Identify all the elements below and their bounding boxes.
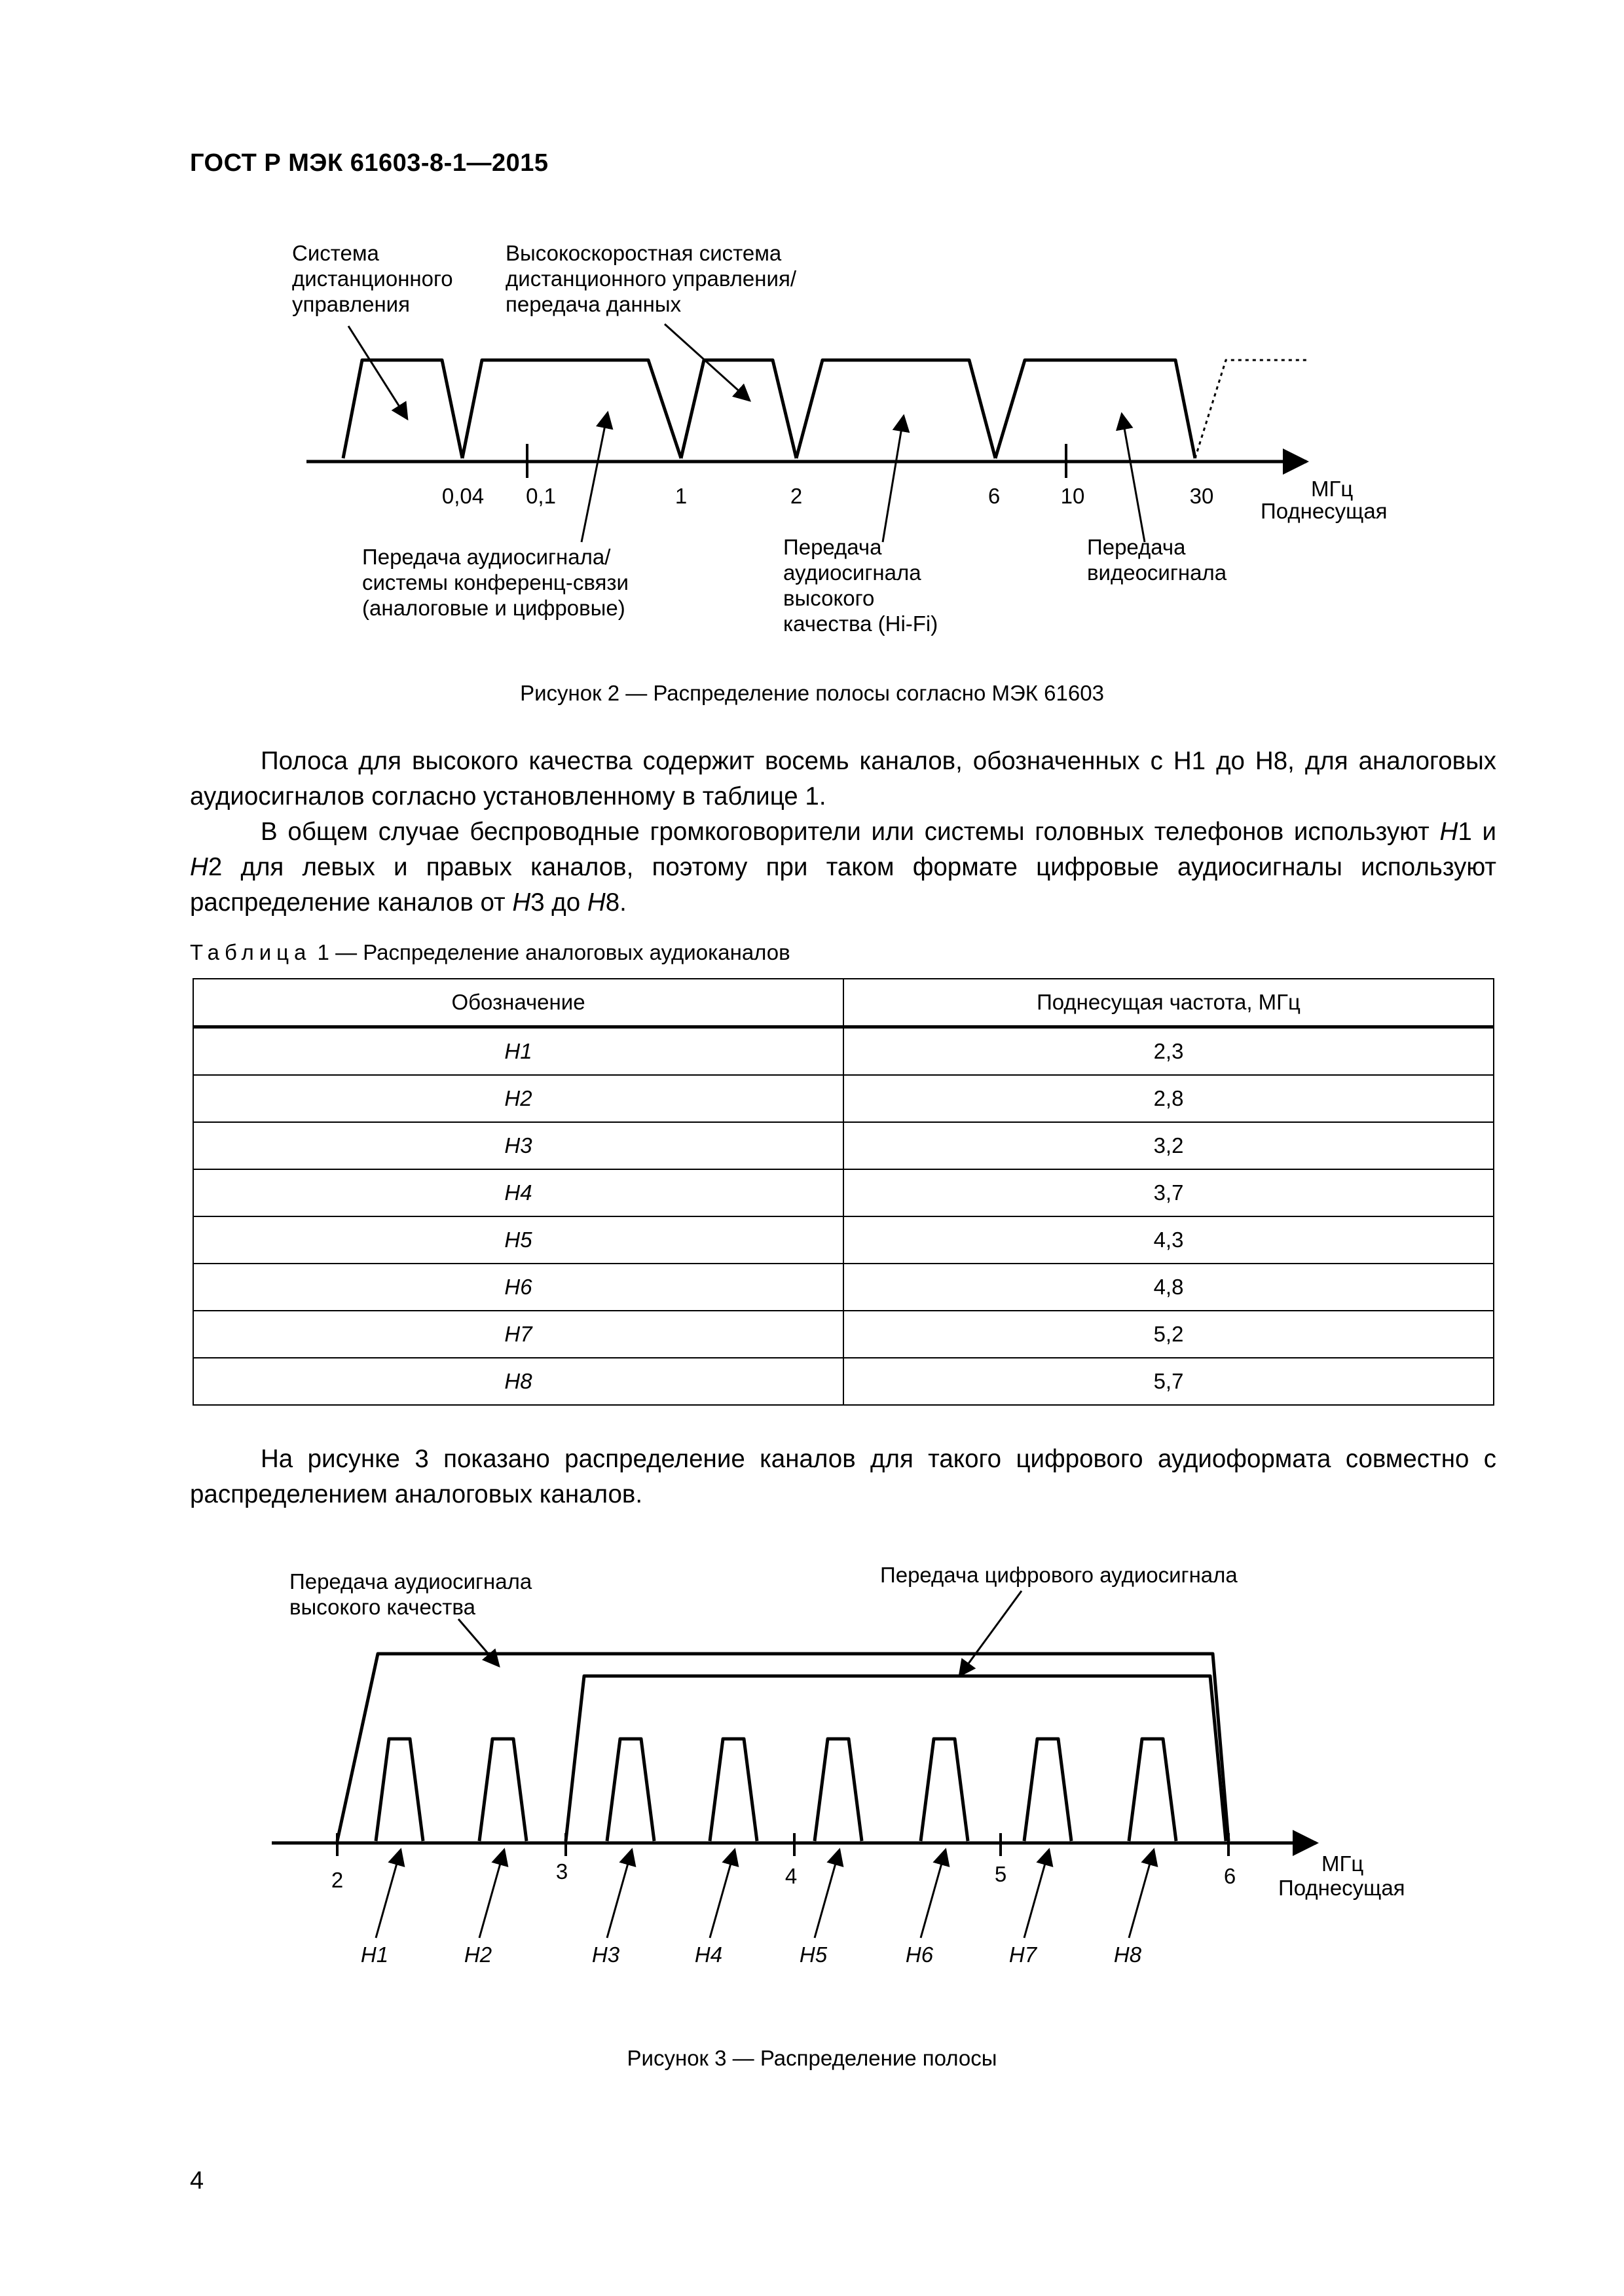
tick-label-0-1: 0,1 <box>526 484 556 508</box>
axis-name-label: Поднесущая <box>1261 499 1388 523</box>
label-highspeed-line-2: дистанционного управления/ <box>506 266 796 291</box>
figure-2-labels-top <box>292 241 797 316</box>
figure-3-channel-bands <box>376 1739 1176 1841</box>
label-remote-control-line-1: Система <box>292 241 379 265</box>
label-hifi-line-1: Передача <box>783 535 882 559</box>
channel-label-h6: H6 <box>905 1942 934 1967</box>
subcarrier-frequency: 5,2 <box>843 1311 1494 1358</box>
table-header-frequency: Поднесущая частота, МГц <box>843 979 1494 1027</box>
channel-arrow-h3 <box>607 1850 632 1938</box>
channel-label-h4: H4 <box>694 1942 723 1967</box>
channel-band-h8 <box>1129 1739 1176 1841</box>
channel-label-h3: H3 <box>591 1942 620 1967</box>
label-audio-conf-line-3: (аналоговые и цифровые) <box>362 596 625 620</box>
channel-designation: H6 <box>193 1264 843 1311</box>
channel-label-h8: H8 <box>1113 1942 1142 1967</box>
band-hifi-audio <box>796 360 995 458</box>
subcarrier-frequency: 2,3 <box>843 1027 1494 1076</box>
label-highspeed-line-3: передача данных <box>506 292 682 316</box>
channel-label-h1: H1 <box>360 1942 389 1967</box>
figure-2-bands <box>343 360 1195 458</box>
label-audio-conf-line-2: системы конференц-связи <box>362 570 629 594</box>
channel-band-h4 <box>710 1739 757 1841</box>
figure-2-labels-bottom <box>362 535 1227 636</box>
figure-3-tick-labels <box>331 1859 1236 1892</box>
body-text-block-1 <box>190 744 1496 920</box>
label-digital-audio: Передача цифрового аудиосигнала <box>880 1563 1238 1587</box>
document-header: ГОСТ Р МЭК 61603-8-1—2015 <box>190 149 549 177</box>
channel-arrow-h1 <box>376 1850 401 1938</box>
table-row <box>193 1216 1494 1264</box>
subcarrier-frequency: 3,7 <box>843 1169 1494 1216</box>
figure-3-envelopes <box>337 1654 1228 1841</box>
table-row <box>193 1122 1494 1169</box>
subcarrier-frequency: 2,8 <box>843 1075 1494 1122</box>
band-audio-conference <box>462 360 681 458</box>
table-1-caption-text: 1 — Распределение аналоговых аудиоканалов <box>311 940 790 964</box>
tick-label-6: 6 <box>1223 1864 1236 1888</box>
channel-arrow-h2 <box>479 1850 504 1938</box>
channel-band-h7 <box>1024 1739 1071 1841</box>
page-number: 4 <box>190 2167 204 2195</box>
table-row <box>193 1075 1494 1122</box>
subcarrier-frequency: 5,7 <box>843 1358 1494 1405</box>
channel-label-h7: H7 <box>1008 1942 1037 1967</box>
channel-designation: H5 <box>193 1216 843 1264</box>
channel-designation: H8 <box>193 1358 843 1405</box>
channel-band-h5 <box>815 1739 862 1841</box>
table-1-caption-prefix: Таблица <box>190 940 312 964</box>
table-1-channel-allocation <box>193 978 1494 1406</box>
channel-label-h2: H2 <box>464 1942 492 1967</box>
table-1-caption <box>190 940 790 965</box>
table-row <box>193 1311 1494 1358</box>
figure-3-channel-arrows <box>376 1850 1154 1938</box>
label-hq-line-2: высокого качества <box>289 1595 475 1619</box>
tick-label-3: 3 <box>555 1859 568 1884</box>
label-highspeed-line-1: Высокоскоростная система <box>506 241 782 265</box>
subcarrier-frequency: 3,2 <box>843 1122 1494 1169</box>
label-video-line-2: видеосигнала <box>1087 560 1227 585</box>
table-row <box>193 1264 1494 1311</box>
band-video <box>995 360 1195 458</box>
channel-band-h3 <box>607 1739 654 1841</box>
table-header-row <box>193 979 1494 1027</box>
subcarrier-frequency: 4,3 <box>843 1216 1494 1264</box>
paragraph-2: В общем случае беспроводные громкоговорители или системы головных телефонов используют H1 и H2 для левых и правых каналов, поэтому при таком формате цифровые аудиосигналы используют распределение каналов от H3 до H8. <box>190 818 1496 917</box>
channel-label-h5: H5 <box>799 1942 828 1967</box>
channel-designation: H3 <box>193 1122 843 1169</box>
channel-designation: H7 <box>193 1311 843 1358</box>
tick-label-0-04: 0,04 <box>441 484 485 508</box>
channel-arrow-h4 <box>710 1850 735 1938</box>
arrow-video <box>1122 414 1145 542</box>
subcarrier-frequency: 4,8 <box>843 1264 1494 1311</box>
figure-3-arrows <box>458 1591 1022 1676</box>
arrow-remote-control <box>348 326 407 419</box>
channel-designation: H4 <box>193 1169 843 1216</box>
figure-3-caption: Рисунок 3 — Распределение полосы <box>627 2046 997 2070</box>
band-continuation-dotted <box>1195 360 1306 458</box>
channel-arrow-h7 <box>1024 1850 1049 1938</box>
tick-label-2: 2 <box>790 484 803 508</box>
tick-label-10: 10 <box>1060 484 1085 508</box>
arrow-audio-conference <box>581 412 608 542</box>
label-hq-line-1: Передача аудиосигнала <box>289 1569 532 1594</box>
envelope-hq-audio <box>337 1654 1228 1841</box>
arrow-hq-audio <box>458 1619 499 1666</box>
table-row <box>193 1358 1494 1405</box>
axis-name-label: Поднесущая <box>1278 1876 1405 1900</box>
channel-band-h6 <box>921 1739 968 1841</box>
figure-2-tick-labels <box>442 484 1213 508</box>
tick-label-2: 2 <box>331 1868 344 1892</box>
arrow-digital-audio <box>959 1591 1022 1676</box>
label-hifi-line-2: аудиосигнала <box>783 560 921 585</box>
table-row <box>193 1027 1494 1076</box>
label-remote-control-line-2: дистанционного <box>292 266 453 291</box>
body-text-block-2 <box>190 1442 1496 1512</box>
figure-3-band-diagram <box>0 1558 1624 2016</box>
arrow-hifi <box>883 416 904 542</box>
channel-arrow-h8 <box>1129 1850 1154 1938</box>
tick-label-6: 6 <box>987 484 1001 508</box>
channel-band-h2 <box>479 1739 526 1841</box>
label-video-line-1: Передача <box>1087 535 1186 559</box>
axis-unit-label: МГц <box>1311 477 1354 501</box>
paragraph-1: Полоса для высокого качества содержит восемь каналов, обозначенных с H1 до H8, для аналоговых аудиосигналов согласно установленному в таблице 1. <box>190 747 1496 811</box>
paragraph-3: На рисунке 3 показано распределение каналов для такого цифрового аудиоформата совместно с распределением аналоговых каналов. <box>190 1445 1496 1508</box>
tick-label-5: 5 <box>994 1862 1007 1886</box>
arrow-highspeed <box>665 324 750 401</box>
label-remote-control-line-3: управления <box>292 292 410 316</box>
channel-band-h1 <box>376 1739 423 1841</box>
label-hifi-line-3: высокого <box>783 586 875 610</box>
label-audio-conf-line-1: Передача аудиосигнала/ <box>362 545 611 569</box>
table-row <box>193 1169 1494 1216</box>
tick-label-4: 4 <box>784 1864 798 1888</box>
envelope-digital-audio <box>566 1676 1226 1841</box>
figure-2-caption: Рисунок 2 — Распределение полосы согласно МЭК 61603 <box>520 681 1104 705</box>
figure-3-channel-labels <box>361 1942 1142 1967</box>
channel-arrow-h6 <box>921 1850 946 1938</box>
tick-label-1: 1 <box>674 484 688 508</box>
tick-label-30: 30 <box>1189 484 1214 508</box>
label-hifi-line-4: качества (Hi-Fi) <box>783 611 938 636</box>
figure-2-band-diagram <box>0 0 1624 668</box>
channel-designation: H2 <box>193 1075 843 1122</box>
axis-unit-label: МГц <box>1321 1851 1364 1876</box>
band-remote-control <box>343 360 462 458</box>
channel-arrow-h5 <box>815 1850 840 1938</box>
band-highspeed-data <box>681 360 796 458</box>
table-header-designation: Обозначение <box>193 979 843 1027</box>
channel-designation: H1 <box>193 1027 843 1076</box>
